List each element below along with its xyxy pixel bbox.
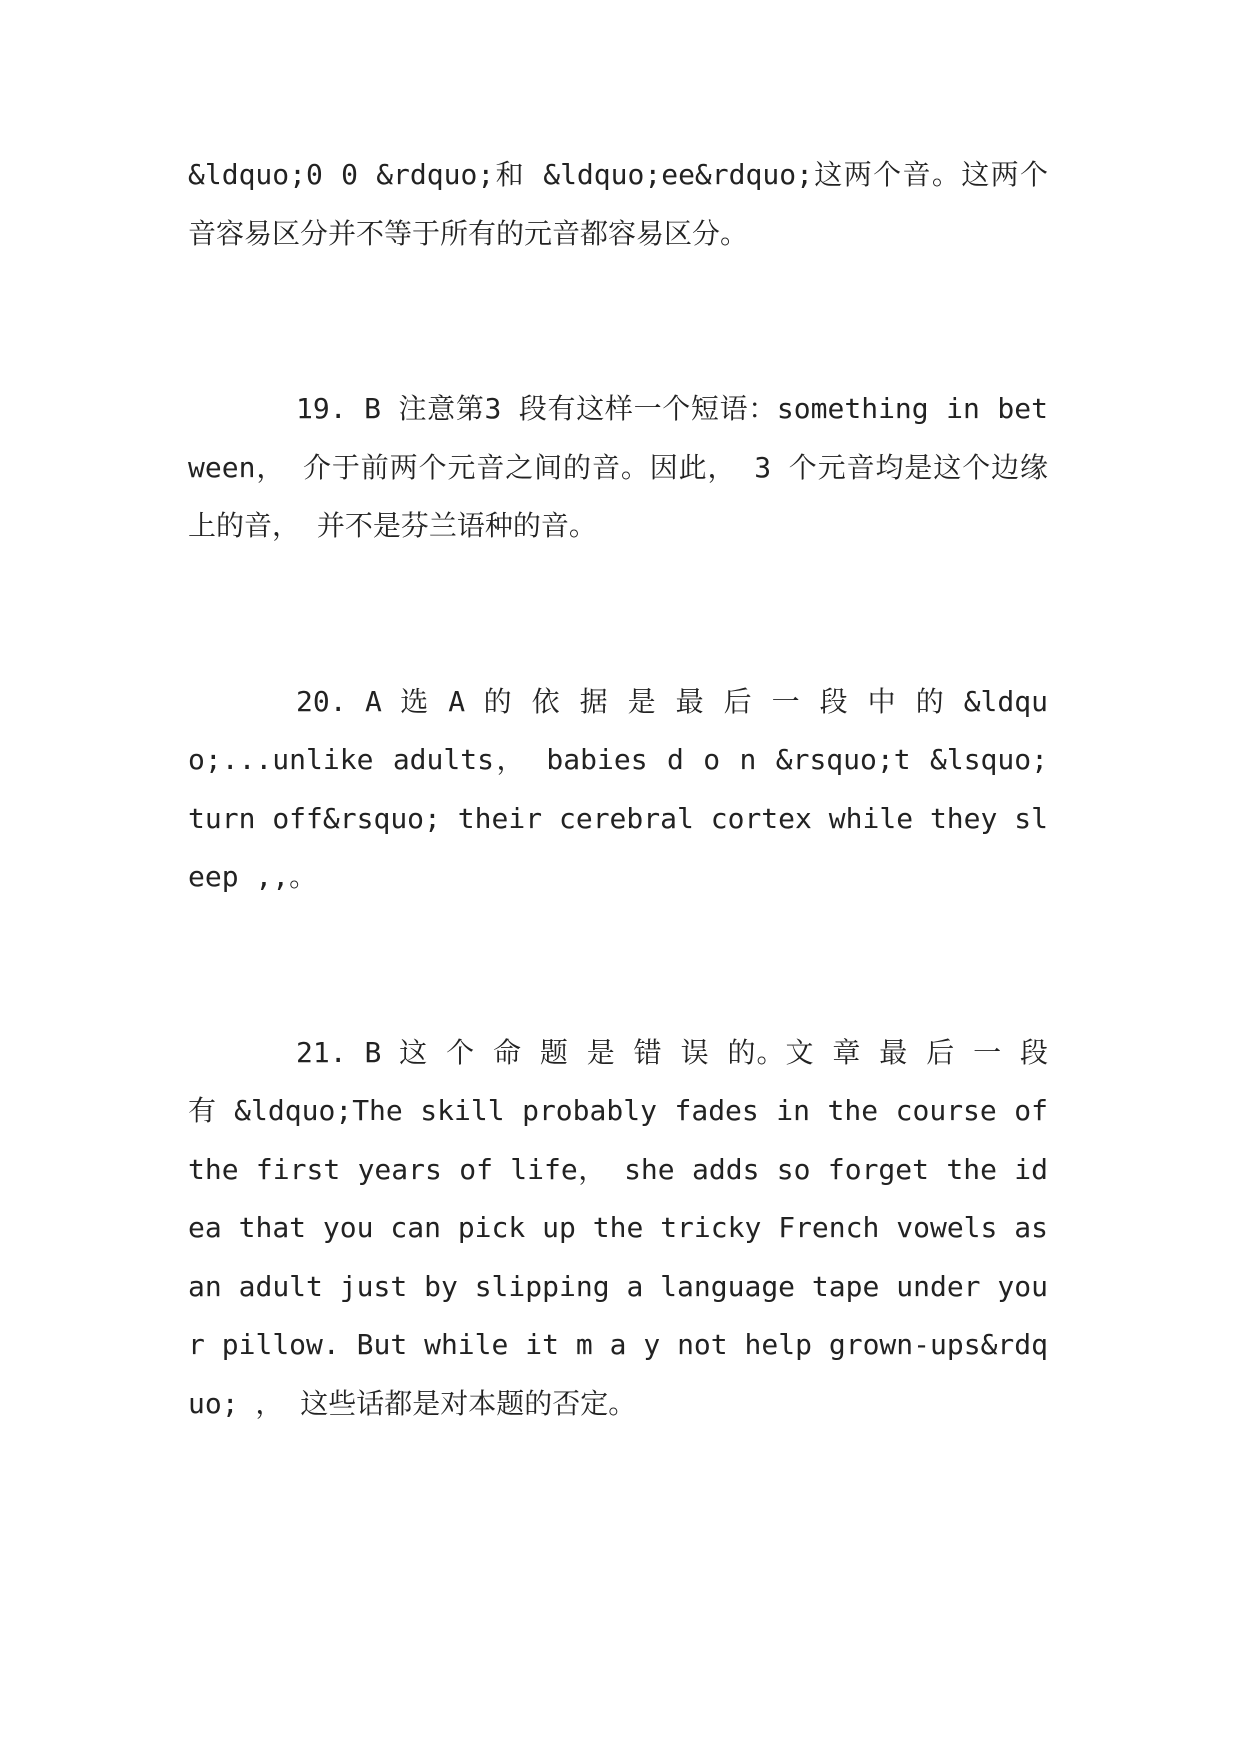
answer-21-paragraph: 21. B 这 个 命 题 是 错 误 的。文 章 最 后 一 段 有 &ldquo;The skill probably fades in the course of the first years of life， she adds so forget the idea that you can pick up the tricky French vowels as an adult just by slipping a language tape under your pillow. But while it m a y not help grown-ups&rdquo; ， 这些话都是对本题的否定。 (188, 1035, 1048, 1420)
document-page (188, 146, 1048, 1433)
paragraph-spacer (188, 556, 1048, 673)
paragraph-spacer (188, 263, 1048, 380)
answer-20-paragraph: 20. A 选 A 的 依 据 是 最 后 一 段 中 的 &ldquo;...unlike adults， babies d o n &rsquo;t &lsquo; turn off&rsquo; their cerebral cortex while they sleep ,,。 (188, 684, 1048, 893)
answer-19-paragraph: 19. B 注意第3 段有这样一个短语：something in between， 介于前两个元音之间的音。因此， 3 个元音均是这个边缘上的音， 并不是芬兰语种的音。 (188, 392, 1048, 542)
answer-continuation-paragraph: &ldquo;0 0 &rdquo;和 &ldquo;ee&rdquo;这两个音。这两个音容易区分并不等于所有的元音都容易区分。 (188, 158, 1048, 250)
paragraph-spacer (188, 907, 1048, 1024)
